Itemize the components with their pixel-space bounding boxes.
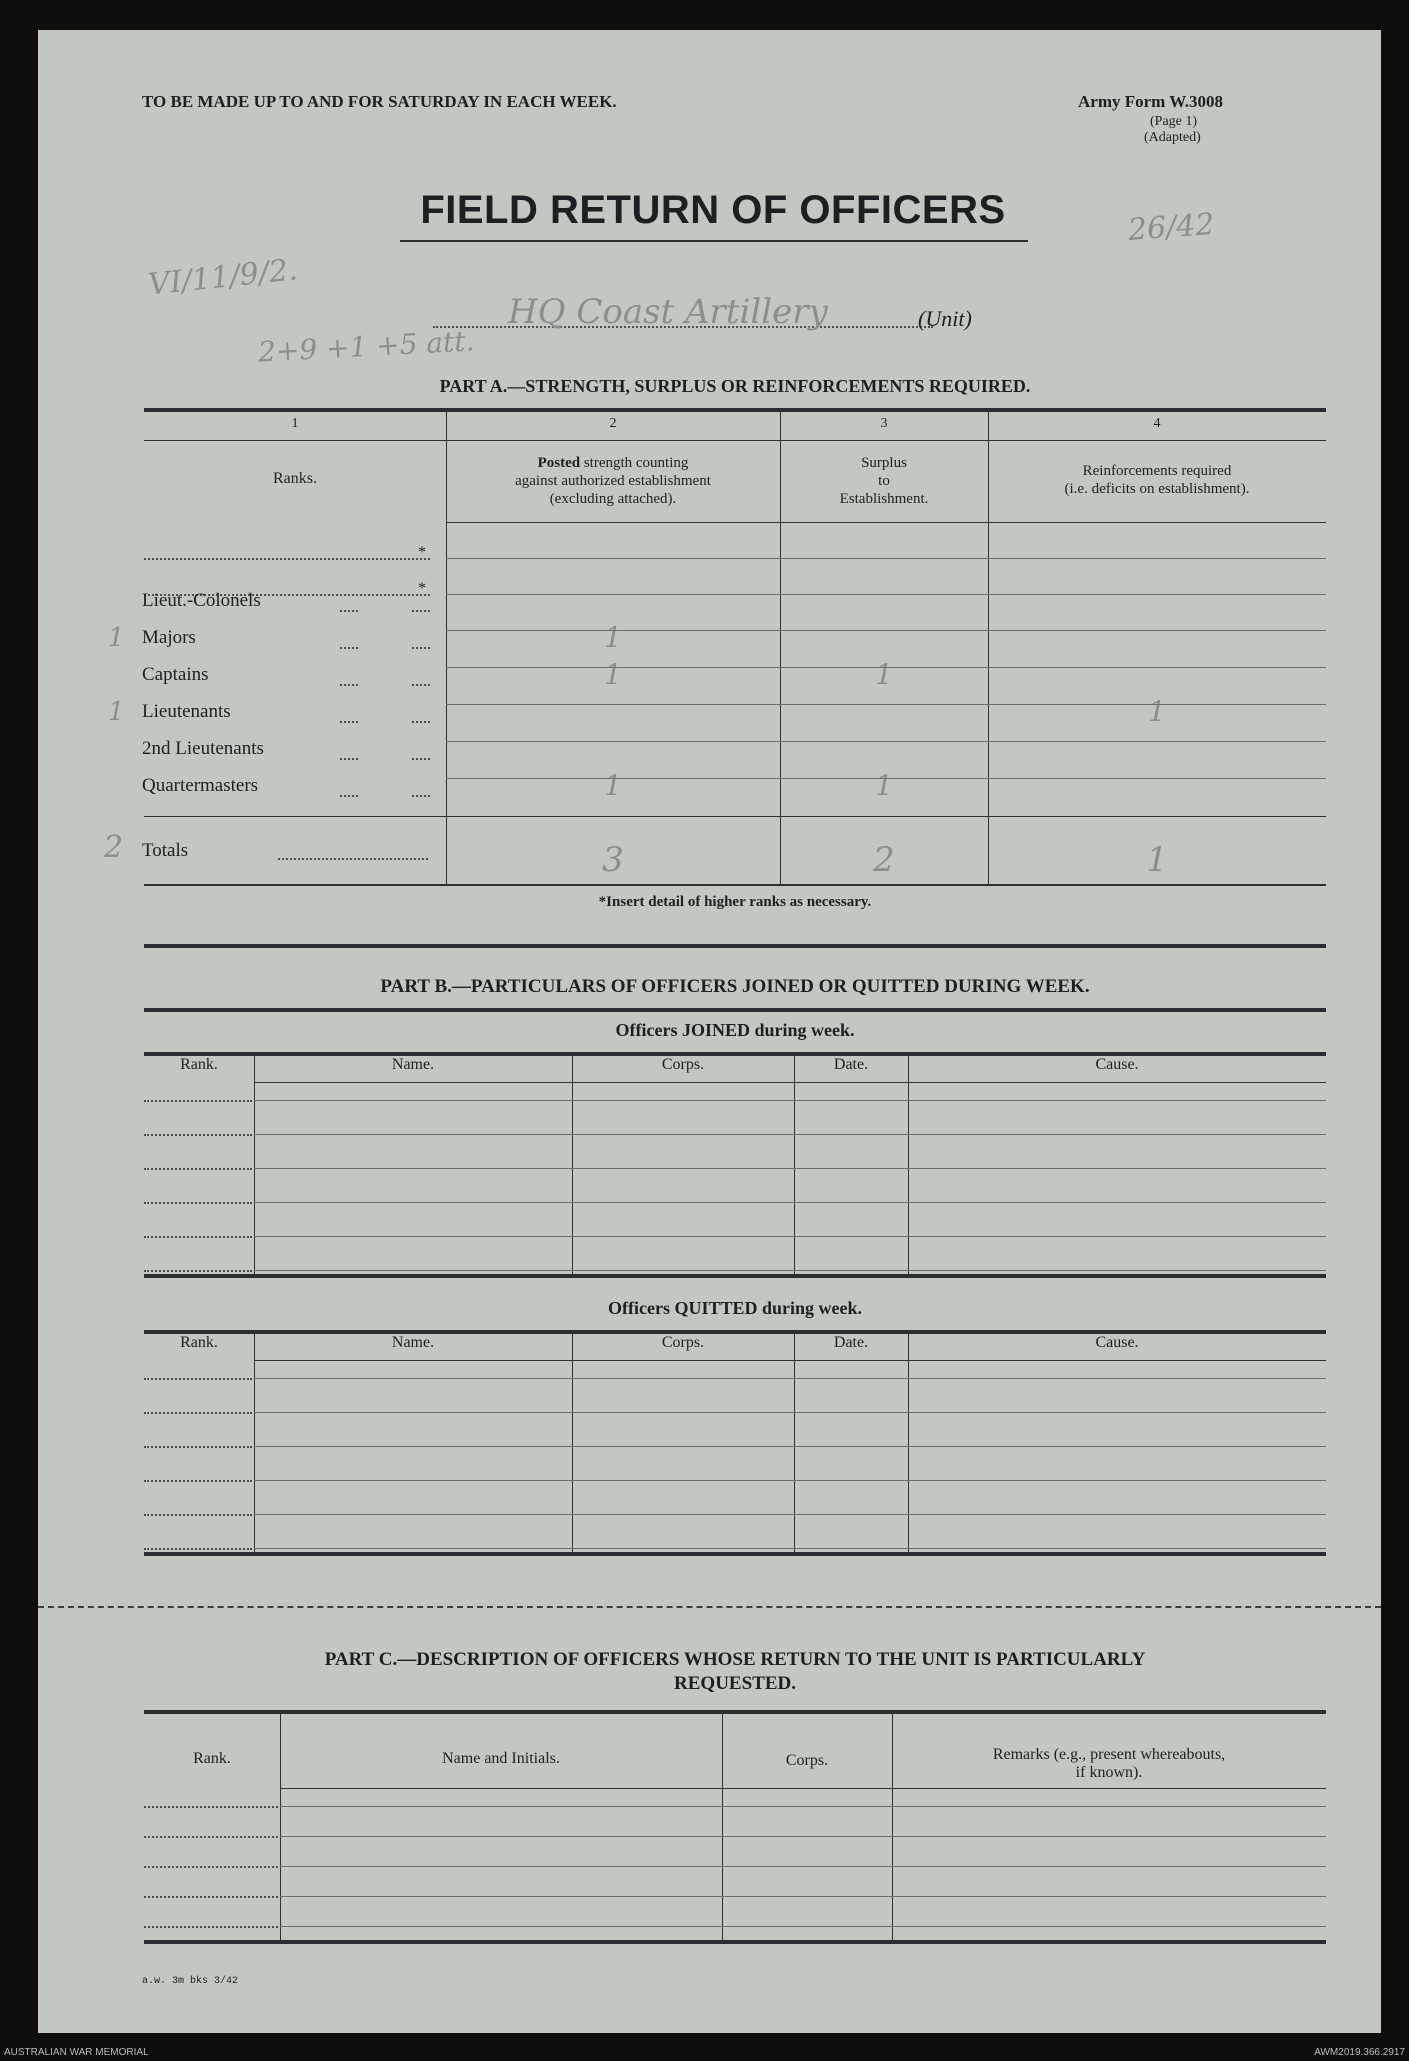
part-c-rank-dots xyxy=(144,1836,278,1838)
quitted-row-rule xyxy=(254,1548,1326,1549)
quitted-col-2: Corps. xyxy=(661,1334,705,1351)
star-row-2: * xyxy=(418,580,426,597)
quitted-vline xyxy=(254,1330,255,1552)
part-c-col-name: Name and Initials. xyxy=(442,1750,560,1767)
unit-label: (Unit) xyxy=(918,306,972,331)
star-row-1-line xyxy=(144,558,430,560)
rank-leader-a xyxy=(340,795,358,797)
part-c-col-remarks-2: if known). xyxy=(1075,1764,1143,1781)
handwritten-ref: VI/11/9/2. xyxy=(146,252,300,303)
joined-col-0: Rank. xyxy=(180,1056,218,1073)
joined-bottom-rule xyxy=(144,1274,1326,1278)
rank-leader-a xyxy=(340,647,358,649)
joined-row-rule xyxy=(254,1100,1326,1101)
part-c-row-rule xyxy=(280,1836,1326,1837)
rank-label: Captains xyxy=(142,664,209,685)
part-c-vline xyxy=(892,1710,893,1940)
rank-surplus: 1 xyxy=(875,769,893,802)
joined-row-rule xyxy=(254,1236,1326,1237)
rank-posted: 1 xyxy=(604,621,622,654)
quitted-title: Officers QUITTED during week. xyxy=(608,1298,862,1318)
totals-margin-mark: 2 xyxy=(104,830,124,865)
rank-leader-b xyxy=(412,647,430,649)
part-b-top-rule xyxy=(144,1008,1326,1012)
part-c-rank-dots xyxy=(144,1896,278,1898)
quitted-vline xyxy=(908,1330,909,1552)
part-c-bottom-rule xyxy=(144,1940,1326,1944)
part-a-footnote: *Insert detail of higher ranks as necessary. xyxy=(598,894,872,910)
rank-label: Lieut.-Colonels xyxy=(142,590,261,611)
rank-margin-mark: 1 xyxy=(108,623,125,653)
part-c-col-corps: Corps. xyxy=(785,1752,829,1769)
totals-reinf: 1 xyxy=(1146,840,1168,880)
joined-row-rule xyxy=(254,1270,1326,1271)
part-c-title xyxy=(144,1648,1326,1696)
reinf-line2: (i.e. deficits on establishment). xyxy=(1064,481,1250,497)
joined-col-1: Name. xyxy=(391,1056,435,1073)
part-c-vline xyxy=(280,1710,281,1940)
quitted-rank-dots xyxy=(144,1446,252,1448)
rank-leader-a xyxy=(340,758,358,760)
part-c-col-remarks-1: Remarks (e.g., present whereabouts, xyxy=(992,1746,1226,1763)
handwritten-strength-note: 2+9 +1 +5 att. xyxy=(257,324,476,369)
col-ranks-header: Ranks. xyxy=(273,470,317,487)
handwritten-unit: HQ Coast Artillery xyxy=(508,292,828,332)
joined-rank-dots xyxy=(144,1236,252,1238)
joined-row-rule xyxy=(254,1202,1326,1203)
totals-label: Totals xyxy=(142,840,189,861)
surplus-line3: Establishment. xyxy=(839,491,929,507)
joined-rank-dots xyxy=(144,1270,252,1272)
rank-posted: 1 xyxy=(604,658,622,691)
part-a-number-rule xyxy=(144,440,1326,441)
joined-vline xyxy=(572,1052,573,1274)
joined-rank-dots xyxy=(144,1168,252,1170)
quitted-rank-dots xyxy=(144,1412,252,1414)
joined-header-rule xyxy=(254,1082,1326,1083)
perforation-line xyxy=(38,1606,1381,1608)
rank-margin-mark: 1 xyxy=(108,697,125,727)
posted-rest: strength counting xyxy=(580,455,689,471)
quitted-row-rule xyxy=(254,1378,1326,1379)
page-title: FIELD RETURN OF OFFICERS xyxy=(420,188,1006,232)
col2-number: 2 xyxy=(609,416,617,431)
archive-left-label: AUSTRALIAN WAR MEMORIAL xyxy=(4,2047,149,2058)
part-a-row-rule xyxy=(446,667,1326,668)
title-underline xyxy=(400,240,1028,242)
part-a-totals-rule xyxy=(144,816,1326,817)
rank-leader-b xyxy=(412,684,430,686)
part-a-vline-2 xyxy=(780,408,781,884)
form-number: Army Form W.3008 xyxy=(1078,92,1223,111)
posted-line3: (excluding attached). xyxy=(549,491,677,507)
joined-row-rule xyxy=(254,1134,1326,1135)
joined-row-rule xyxy=(254,1168,1326,1169)
rank-leader-b xyxy=(412,758,430,760)
archive-right-label: AWM2019.366.2917 xyxy=(1314,2047,1405,2058)
rank-leader-a xyxy=(340,684,358,686)
quitted-row-rule xyxy=(254,1446,1326,1447)
handwritten-number: 26/42 xyxy=(1126,207,1216,248)
joined-vline xyxy=(908,1052,909,1274)
part-c-vline xyxy=(722,1710,723,1940)
quitted-vline xyxy=(794,1330,795,1552)
quitted-rank-dots xyxy=(144,1548,252,1550)
part-c-row-rule xyxy=(280,1806,1326,1807)
joined-col-2: Corps. xyxy=(661,1056,705,1073)
rank-surplus: 1 xyxy=(875,658,893,691)
form-adapted: (Adapted) xyxy=(1144,130,1201,145)
posted-line2: against authorized establishment xyxy=(515,473,711,489)
quitted-col-1: Name. xyxy=(391,1334,435,1351)
rank-leader-a xyxy=(340,610,358,612)
print-code: a.w. 3m bks 3/42 xyxy=(142,1976,239,1987)
part-a-row-rule xyxy=(446,741,1326,742)
surplus-line1: Surplus xyxy=(861,455,907,471)
rank-reinf: 1 xyxy=(1148,695,1166,728)
rank-leader-a xyxy=(340,721,358,723)
part-c-header-rule xyxy=(280,1788,1326,1789)
rank-leader-b xyxy=(412,795,430,797)
part-c-rank-dots xyxy=(144,1806,278,1808)
col4-number: 4 xyxy=(1153,416,1161,431)
quitted-row-rule xyxy=(254,1514,1326,1515)
rank-label: Majors xyxy=(142,627,196,648)
part-a-vline-3 xyxy=(988,408,989,884)
part-c-top-rule xyxy=(144,1710,1326,1714)
quitted-bottom-rule xyxy=(144,1552,1326,1556)
quitted-rank-dots xyxy=(144,1378,252,1380)
star-row-1: * xyxy=(418,544,426,561)
part-a-header-rule xyxy=(446,522,1326,523)
part-c-title-line1: PART C.—DESCRIPTION OF OFFICERS WHOSE RETURN TO THE UNIT IS PARTICULARLY xyxy=(324,1649,1146,1670)
part-c-title-line2: REQUESTED. xyxy=(674,1673,796,1694)
joined-title: Officers JOINED during week. xyxy=(615,1020,855,1040)
part-a-row-rule xyxy=(446,630,1326,631)
quitted-col-3: Date. xyxy=(833,1334,869,1351)
col-posted-header xyxy=(446,454,780,508)
form-sheet xyxy=(38,30,1381,2033)
col-reinf-header xyxy=(988,462,1326,498)
part-b-title: PART B.—PARTICULARS OF OFFICERS JOINED OR QUITTED DURING WEEK. xyxy=(380,976,1090,997)
part-a-bottom-rule xyxy=(144,884,1326,886)
quitted-row-rule xyxy=(254,1412,1326,1413)
totals-dots xyxy=(278,858,428,860)
joined-vline xyxy=(794,1052,795,1274)
part-c-col-rank: Rank. xyxy=(193,1750,231,1767)
quitted-rank-dots xyxy=(144,1480,252,1482)
quitted-col-0: Rank. xyxy=(180,1334,218,1351)
part-a-end-rule xyxy=(144,944,1326,948)
quitted-row-rule xyxy=(254,1480,1326,1481)
reinf-line1: Reinforcements required xyxy=(1082,463,1232,479)
totals-surplus: 2 xyxy=(873,840,895,880)
part-a-title: PART A.—STRENGTH, SURPLUS OR REINFORCEMENTS REQUIRED. xyxy=(439,376,1031,396)
rank-posted: 1 xyxy=(604,769,622,802)
joined-rank-dots xyxy=(144,1202,252,1204)
totals-posted: 3 xyxy=(602,840,624,880)
part-c-rank-dots xyxy=(144,1926,278,1928)
quitted-rank-dots xyxy=(144,1514,252,1516)
joined-col-3: Date. xyxy=(833,1056,869,1073)
rank-leader-b xyxy=(412,610,430,612)
rank-label: Quartermasters xyxy=(142,775,259,796)
quitted-header-rule xyxy=(254,1360,1326,1361)
part-c-row-rule xyxy=(280,1866,1326,1867)
part-a-row-rule xyxy=(446,778,1326,779)
quitted-vline xyxy=(572,1330,573,1552)
surplus-line2: to xyxy=(878,473,890,489)
rank-leader-b xyxy=(412,721,430,723)
quitted-col-4: Cause. xyxy=(1095,1334,1139,1351)
part-a-row-rule xyxy=(446,594,1326,595)
col1-number: 1 xyxy=(291,416,299,431)
part-a-row-rule xyxy=(446,558,1326,559)
col-surplus-header xyxy=(780,454,988,508)
joined-col-4: Cause. xyxy=(1095,1056,1139,1073)
form-page: (Page 1) xyxy=(1150,114,1198,129)
posted-bold: Posted xyxy=(537,455,581,471)
part-a-row-rule xyxy=(446,704,1326,705)
part-c-rank-dots xyxy=(144,1866,278,1868)
part-c-row-rule xyxy=(280,1926,1326,1927)
col3-number: 3 xyxy=(880,416,888,431)
joined-vline xyxy=(254,1052,255,1274)
part-a-top-rule xyxy=(144,408,1326,412)
rank-label: Lieutenants xyxy=(142,701,231,722)
instruction-text: TO BE MADE UP TO AND FOR SATURDAY IN EACH WEEK. xyxy=(142,92,617,111)
joined-rank-dots xyxy=(144,1134,252,1136)
joined-rank-dots xyxy=(144,1100,252,1102)
rank-label: 2nd Lieutenants xyxy=(142,738,264,759)
part-c-row-rule xyxy=(280,1896,1326,1897)
